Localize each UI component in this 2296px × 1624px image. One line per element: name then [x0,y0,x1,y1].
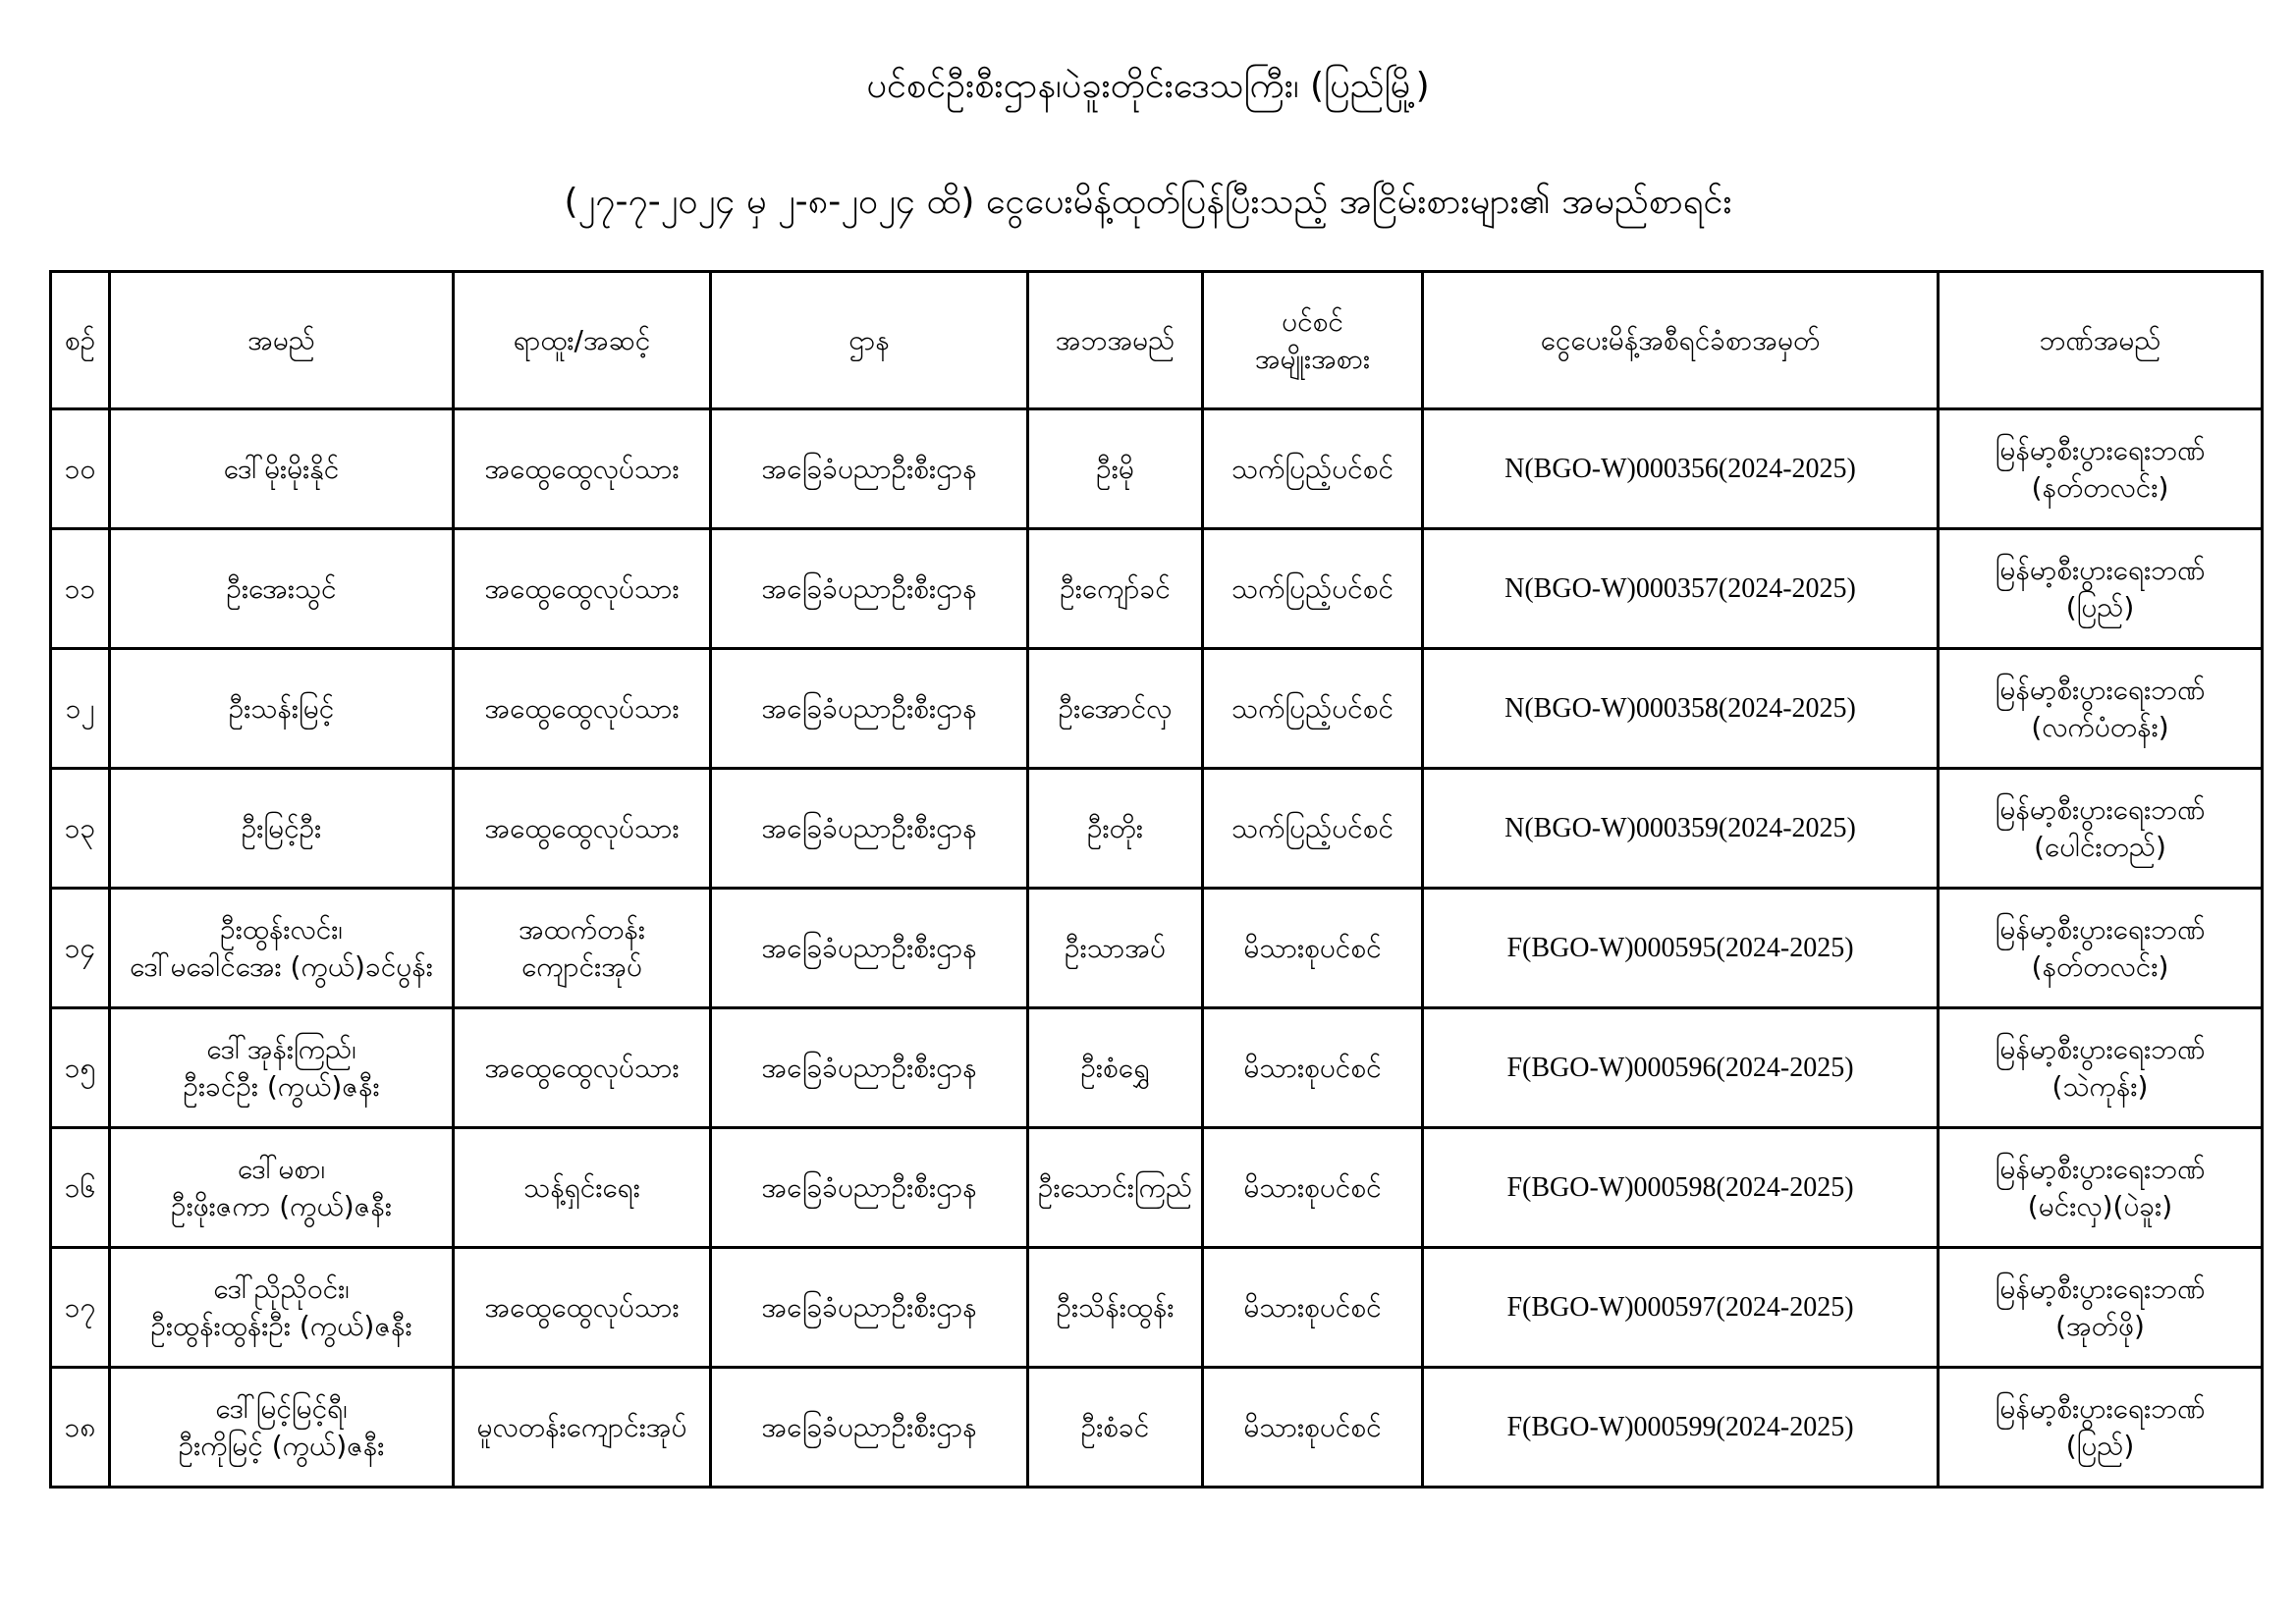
header-serial: စဉ် [51,272,110,409]
table-row [51,769,2263,889]
cell-position: သန့်ရှင်းရေး [454,1128,711,1248]
cell-position: မူလတန်းကျောင်းအုပ် [454,1368,711,1488]
cell-name: ဒေါ်အုန်းကြည်၊ ဦးခင်ဦး (ကွယ်)ဇနီး [110,1008,454,1128]
cell-department: အခြေခံပညာဦးစီးဌာန [711,529,1028,649]
cell-bank: မြန်မာ့စီးပွားရေးဘဏ် (အုတ်ဖို) [1939,1248,2263,1368]
cell-father-name: ဦးသာအပ် [1028,889,1203,1008]
table-row [51,1128,2263,1248]
cell-bank: မြန်မာ့စီးပွားရေးဘဏ် (ပြည်) [1939,529,2263,649]
cell-department: အခြေခံပညာဦးစီးဌာန [711,1368,1028,1488]
cell-pension-type: မိသားစုပင်စင် [1203,1008,1423,1128]
header-bank: ဘဏ်အမည် [1939,272,2263,409]
cell-certificate-number: F(BGO-W)000596(2024-2025) [1423,1008,1939,1128]
table-header-row [51,272,2263,409]
table-row [51,1248,2263,1368]
cell-father-name: ဦးတိုး [1028,769,1203,889]
table-row [51,1368,2263,1488]
cell-department: အခြေခံပညာဦးစီးဌာန [711,409,1028,529]
cell-department: အခြေခံပညာဦးစီးဌာန [711,769,1028,889]
document-title: ပင်စင်ဦးစီးဌာန၊ပဲခူးတိုင်းဒေသကြီး၊ (ပြည်မြို့) [866,66,1430,106]
header-certificate-number: ငွေပေးမိန့်အစီရင်ခံစာအမှတ် [1423,272,1939,409]
cell-father-name: ဦးအောင်လှ [1028,649,1203,769]
cell-bank: မြန်မာ့စီးပွားရေးဘဏ် (လက်ပံတန်း) [1939,649,2263,769]
header-father-name: အဘအမည် [1028,272,1203,409]
cell-position: အထွေထွေလုပ်သား [454,769,711,889]
cell-certificate-number: N(BGO-W)000358(2024-2025) [1423,649,1939,769]
cell-serial: ၁၁ [51,529,110,649]
header-name: အမည် [110,272,454,409]
cell-name: ဒေါ်မြင့်မြင့်ရီ၊ ဦးကိုမြင့် (ကွယ်)ဇနီး [110,1368,454,1488]
cell-position: အထွေထွေလုပ်သား [454,1008,711,1128]
cell-pension-type: သက်ပြည့်ပင်စင် [1203,769,1423,889]
cell-bank: မြန်မာ့စီးပွားရေးဘဏ် (သဲကုန်း) [1939,1008,2263,1128]
document-subtitle: (၂၇-၇-၂၀၂၄ မှ ၂-၈-၂၀၂၄ ထိ) ငွေပေးမိန့်ထုတ်ပြန်ပြီးသည့် အငြိမ်းစားများ၏ အမည်စာရင်း [564,182,1732,222]
pension-table [49,270,2264,1489]
cell-pension-type: သက်ပြည့်ပင်စင် [1203,649,1423,769]
cell-pension-type: သက်ပြည့်ပင်စင် [1203,529,1423,649]
cell-certificate-number: N(BGO-W)000356(2024-2025) [1423,409,1939,529]
cell-father-name: ဦးစံခင် [1028,1368,1203,1488]
cell-certificate-number: F(BGO-W)000599(2024-2025) [1423,1368,1939,1488]
cell-certificate-number: F(BGO-W)000598(2024-2025) [1423,1128,1939,1248]
cell-serial: ၁၂ [51,649,110,769]
cell-pension-type: မိသားစုပင်စင် [1203,1248,1423,1368]
cell-father-name: ဦးသောင်းကြည် [1028,1128,1203,1248]
cell-department: အခြေခံပညာဦးစီးဌာန [711,889,1028,1008]
cell-position: အထွေထွေလုပ်သား [454,529,711,649]
cell-position: အထွေထွေလုပ်သား [454,409,711,529]
cell-name: ဒေါ်မိုးမိုးနိုင် [110,409,454,529]
cell-pension-type: မိသားစုပင်စင် [1203,1128,1423,1248]
cell-position: အထွေထွေလုပ်သား [454,649,711,769]
cell-certificate-number: N(BGO-W)000357(2024-2025) [1423,529,1939,649]
cell-position: အထက်တန်း ကျောင်းအုပ် [454,889,711,1008]
header-department: ဌာန [711,272,1028,409]
cell-name: ဦးထွန်းလင်း၊ ဒေါ်မခေါင်အေး (ကွယ်)ခင်ပွန်း [110,889,454,1008]
cell-father-name: ဦးမို [1028,409,1203,529]
cell-serial: ၁၀ [51,409,110,529]
table-row [51,1008,2263,1128]
cell-serial: ၁၈ [51,1368,110,1488]
cell-pension-type: မိသားစုပင်စင် [1203,1368,1423,1488]
cell-name: ဦးအေးသွင် [110,529,454,649]
cell-father-name: ဦးစံရွှေ [1028,1008,1203,1128]
cell-name: ဦးသန်းမြင့် [110,649,454,769]
cell-bank: မြန်မာ့စီးပွားရေးဘဏ် (ပြည်) [1939,1368,2263,1488]
cell-father-name: ဦးကျော်ခင် [1028,529,1203,649]
cell-position: အထွေထွေလုပ်သား [454,1248,711,1368]
cell-bank: မြန်မာ့စီးပွားရေးဘဏ် (မင်းလှ)(ပဲခူး) [1939,1128,2263,1248]
cell-bank: မြန်မာ့စီးပွားရေးဘဏ် (ပေါင်းတည်) [1939,769,2263,889]
cell-certificate-number: F(BGO-W)000595(2024-2025) [1423,889,1939,1008]
cell-department: အခြေခံပညာဦးစီးဌာန [711,649,1028,769]
table-row [51,409,2263,529]
header-pension-type: ပင်စင် အမျိုးအစား [1203,272,1423,409]
cell-certificate-number: N(BGO-W)000359(2024-2025) [1423,769,1939,889]
cell-serial: ၁၄ [51,889,110,1008]
cell-serial: ၁၆ [51,1128,110,1248]
table-row [51,529,2263,649]
cell-name: ဒေါ်ညိုညိုဝင်း၊ ဦးထွန်းထွန်းဦး (ကွယ်)ဇနီး [110,1248,454,1368]
header-position: ရာထူး/အဆင့် [454,272,711,409]
cell-pension-type: သက်ပြည့်ပင်စင် [1203,409,1423,529]
cell-serial: ၁၇ [51,1248,110,1368]
cell-name: ဦးမြင့်ဦး [110,769,454,889]
cell-department: အခြေခံပညာဦးစီးဌာန [711,1128,1028,1248]
table-row [51,649,2263,769]
cell-serial: ၁၅ [51,1008,110,1128]
cell-father-name: ဦးသိန်းထွန်း [1028,1248,1203,1368]
cell-department: အခြေခံပညာဦးစီးဌာန [711,1248,1028,1368]
cell-name: ဒေါ်မစာ၊ ဦးဖိုးဇကာ (ကွယ်)ဇနီး [110,1128,454,1248]
cell-bank: မြန်မာ့စီးပွားရေးဘဏ် (နတ်တလင်း) [1939,409,2263,529]
cell-serial: ၁၃ [51,769,110,889]
cell-department: အခြေခံပညာဦးစီးဌာန [711,1008,1028,1128]
cell-bank: မြန်မာ့စီးပွားရေးဘဏ် (နတ်တလင်း) [1939,889,2263,1008]
cell-certificate-number: F(BGO-W)000597(2024-2025) [1423,1248,1939,1368]
table-row [51,889,2263,1008]
cell-pension-type: မိသားစုပင်စင် [1203,889,1423,1008]
